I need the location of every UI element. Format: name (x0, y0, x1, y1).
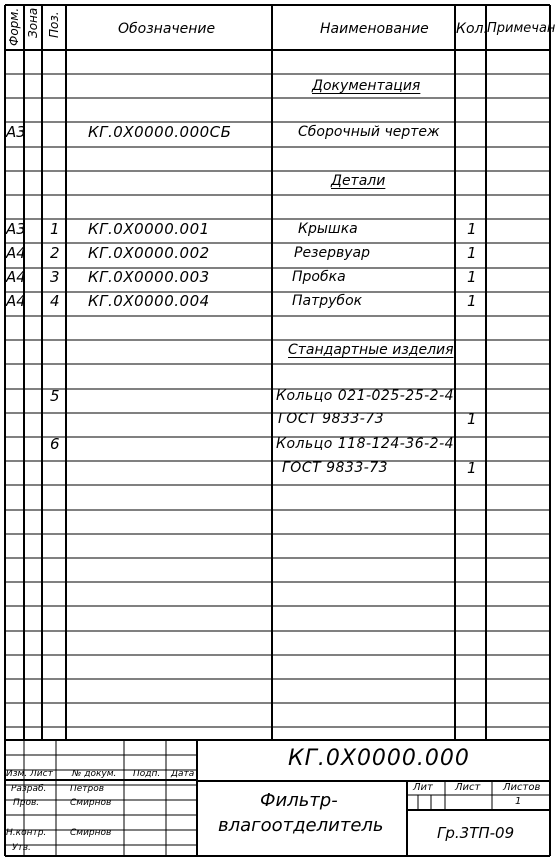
section-documentation: Документация (312, 78, 421, 94)
row-pos: 2 (50, 244, 60, 262)
col-ndocum: № докум. (72, 769, 117, 779)
col-list: Лист (30, 769, 53, 779)
header-note: Примечан (487, 21, 556, 36)
row-qty: 1 (467, 268, 477, 286)
row-qty: 1 (467, 292, 477, 310)
row-name: Патрубок (292, 293, 363, 309)
role-nkontr: Н.контр. (6, 828, 47, 838)
header-zone: Зона (26, 7, 40, 38)
header-designation: Обозначение (118, 21, 216, 37)
role-utv: Утв. (12, 843, 31, 853)
row-pos: 3 (50, 268, 60, 286)
row-designation: КГ.0Х0000.001 (88, 220, 210, 238)
col-podp: Подп. (133, 769, 161, 779)
row-qty: 1 (467, 410, 477, 428)
row-designation: КГ.0Х0000.002 (88, 244, 210, 262)
document-number: КГ.0Х0000.000 (288, 746, 470, 771)
row-format: А4 (6, 268, 26, 286)
row-name: Резервуар (294, 245, 371, 261)
row-name: Кольцо 021-025-25-2-4 (276, 388, 455, 404)
row-name: ГОСТ 9833-73 (282, 460, 389, 476)
row-designation: КГ.0Х0000.004 (88, 292, 210, 310)
row-designation: КГ.0Х0000.003 (88, 268, 210, 286)
name-razrab: Петров (70, 784, 105, 794)
role-prov: Пров. (13, 798, 40, 808)
name-prov: Смирнов (70, 798, 112, 808)
row-format: А3 (6, 123, 26, 141)
section-standard-items: Стандартные изделия (288, 342, 454, 358)
col-izm: Изм. (6, 769, 28, 779)
col-data: Дата (171, 769, 195, 779)
header-format: Форм. (7, 7, 21, 46)
name-nkontr: Смирнов (70, 828, 112, 838)
header-pos: Поз. (47, 11, 61, 38)
row-format: А4 (6, 244, 26, 262)
header-qty: Кол. (456, 21, 488, 37)
row-qty: 1 (467, 220, 477, 238)
row-qty: 1 (467, 244, 477, 262)
doc-title-line1: Фильтр- (260, 790, 338, 811)
row-pos: 6 (50, 435, 60, 453)
row-name: Сборочный чертеж (298, 124, 440, 140)
doc-title-line2: влагоотделитель (218, 815, 384, 836)
row-name: Крышка (298, 221, 358, 237)
row-pos: 1 (50, 220, 60, 238)
section-parts: Детали (331, 173, 386, 189)
row-pos: 5 (50, 387, 60, 405)
row-pos: 4 (50, 292, 60, 310)
row-name: Пробка (292, 269, 346, 285)
sheets-value: 1 (515, 796, 522, 807)
sheets-label: Листов (503, 782, 541, 793)
row-format: А3 (6, 220, 26, 238)
row-designation: КГ.0Х0000.000СБ (88, 123, 232, 141)
header-name: Наименование (320, 21, 429, 37)
role-razrab: Разраб. (11, 784, 47, 794)
lit-label: Лит (413, 782, 433, 793)
sheet-label: Лист (455, 782, 481, 793)
group-code: Гр.3ТП-09 (437, 824, 515, 842)
row-name: ГОСТ 9833-73 (278, 411, 385, 427)
row-format: А4 (6, 292, 26, 310)
row-name: Кольцо 118-124-36-2-4 (276, 436, 455, 452)
row-qty: 1 (467, 459, 477, 477)
